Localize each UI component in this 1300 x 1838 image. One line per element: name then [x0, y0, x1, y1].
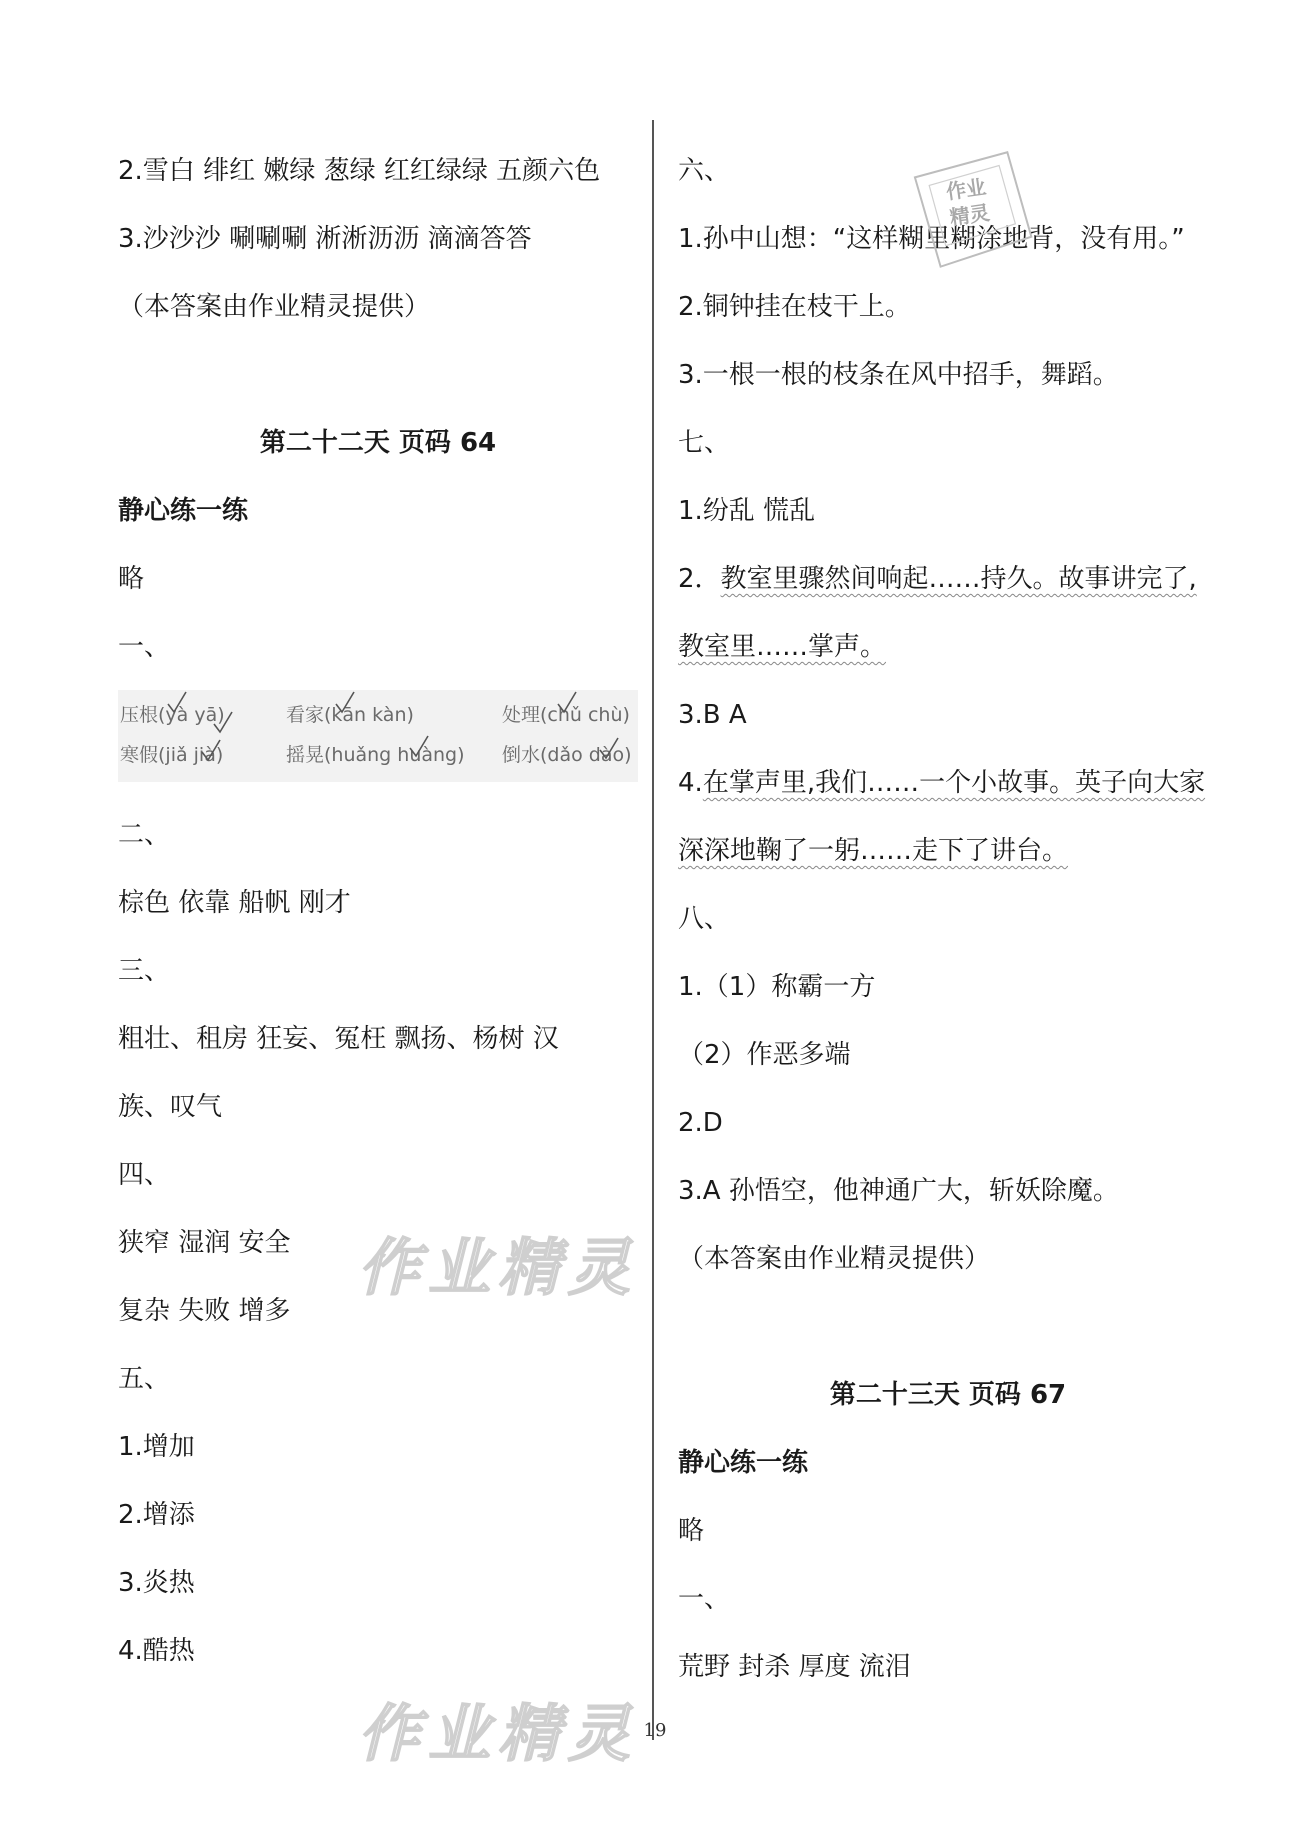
pinyin-item: 倒水(dǎo dào): [502, 744, 632, 766]
section-title: 静心练一练: [118, 496, 249, 526]
answer-line: 1.孙中山想：“这样糊里糊涂地背，没有用。”: [678, 224, 1185, 254]
pinyin-item: 处理(chǔ chù): [502, 704, 630, 726]
section-number: 三、: [118, 956, 171, 986]
pinyin-item: 压根(yà yā): [120, 704, 225, 726]
page-number: 19: [643, 1720, 667, 1741]
answer-line: 2.雪白 绯红 嫩绿 葱绿 红红绿绿 五颜六色: [118, 156, 601, 186]
check-mark-icon: [408, 734, 430, 760]
answer-line: 3.一根一根的枝条在风中招手，舞蹈。: [678, 360, 1119, 390]
answer-line: 略: [678, 1516, 705, 1546]
answer-line: 4.酷热: [118, 1636, 195, 1666]
check-mark-icon: [200, 738, 222, 764]
underlined-answer: 教室里骤然间响起……持久。故事讲完了,: [720, 564, 1197, 594]
day-title: 第二十三天 页码 67: [829, 1380, 1067, 1410]
section-number: 六、: [678, 156, 731, 186]
answer-line: [678, 836, 1068, 866]
answer-line: 2.增添: [118, 1500, 195, 1530]
answer-line: 粗壮、租房 狂妄、冤枉 飘扬、杨树 汉: [118, 1024, 559, 1054]
section-number: 五、: [118, 1364, 171, 1394]
section-number: 一、: [678, 1584, 731, 1614]
pinyin-answer-image: [118, 690, 638, 782]
check-mark-icon: [556, 690, 578, 716]
answer-line: 3.沙沙沙 唰唰唰 淅淅沥沥 滴滴答答: [118, 224, 532, 254]
pinyin-item: 寒假(jiǎ jià): [120, 744, 224, 766]
day-title: 第二十二天 页码 64: [259, 428, 497, 458]
answer-line: [678, 768, 1205, 798]
underlined-answer: 深深地鞠了一躬……走下了讲台。: [678, 836, 1069, 866]
check-mark-icon: [166, 690, 188, 716]
answer-line: （2）作恶多端: [678, 1040, 851, 1070]
stamp-text: 作业: [944, 174, 988, 205]
answer-line: 棕色 依靠 船帆 刚才: [118, 888, 351, 918]
section-number: 一、: [118, 632, 171, 662]
check-mark-icon: [212, 710, 234, 736]
pinyin-item: 看家(kān kàn): [286, 704, 414, 726]
item-number: 4.: [678, 768, 703, 798]
answer-line: 1.纷乱 慌乱: [678, 496, 816, 526]
underlined-answer: 在掌声里,我们……一个小故事。英子向大家: [702, 768, 1206, 798]
answer-line: 狭窄 湿润 安全: [118, 1228, 291, 1258]
column-divider: [652, 120, 654, 1740]
answer-line: 1.增加: [118, 1432, 195, 1462]
watermark: 作业精灵: [358, 1697, 639, 1770]
section-number: 四、: [118, 1160, 171, 1190]
answer-line: 2.D: [678, 1108, 723, 1138]
answer-line: 1.（1）称霸一方: [678, 972, 876, 1002]
watermark: 作业精灵: [358, 1231, 639, 1304]
answer-line: 族、叹气: [118, 1092, 223, 1122]
item-number: 2．: [678, 564, 721, 594]
answer-line: 3.炎热: [118, 1568, 195, 1598]
answer-line: 3.B A: [678, 700, 747, 730]
answer-line: 3.A 孙悟空，他神通广大，斩妖除魔。: [678, 1176, 1119, 1206]
answer-line: [678, 564, 1197, 594]
section-title: 静心练一练: [678, 1448, 809, 1478]
stamp-text: 精灵: [948, 200, 992, 230]
section-number: 八、: [678, 904, 731, 934]
credit-note: （本答案由作业精灵提供）: [118, 292, 431, 322]
pinyin-item: 摇晃(huǎng huàng): [286, 744, 465, 766]
answer-line: 略: [118, 564, 145, 594]
check-mark-icon: [598, 736, 620, 762]
credit-note: （本答案由作业精灵提供）: [678, 1244, 991, 1274]
check-mark-icon: [334, 690, 356, 716]
answer-line: [678, 632, 886, 662]
answer-line: 荒野 封杀 厚度 流泪: [678, 1652, 911, 1682]
answer-line: 2.铜钟挂在枝干上。: [678, 292, 911, 322]
section-number: 七、: [678, 428, 731, 458]
stamp-watermark: [897, 142, 1042, 279]
section-number: 二、: [118, 820, 171, 850]
answer-line: 复杂 失败 增多: [118, 1296, 291, 1326]
underlined-answer: 教室里……掌声。: [678, 632, 887, 662]
